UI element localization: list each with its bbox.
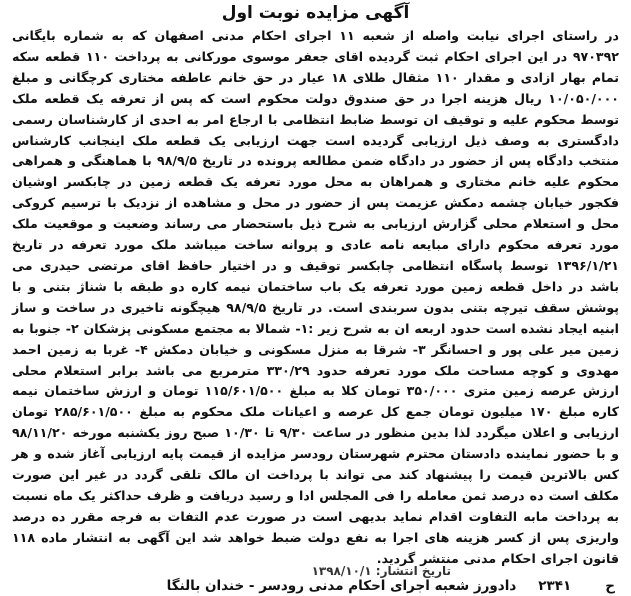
notice-body-paragraph: در راستای اجرای نیابت واصله از شعبه ۱۱ اجرای احکام مدنی اصفهان که به شماره بایگانی ۹۷۰۳۹۲ در این اجرای احکام ثبت گردیده اقای جعفر موسوی مورکانی به پرداخت ۱۱۰ قطعه سکه تمام بهار ازادی و مقدار ۱۱۰ مثقال طلای ۱۸ عیار در حق خانم عاطفه مختاری کرچگانی و مبلغ ۱۰/۰۵۰/۰۰۰ ریال هزینه اجرا در حق صندوق دولت محکوم است که پس از تعرفه یک قطعه ملک توسط محکوم علیه و توقیف ان توسط ضابط انتظامی با ارجاع امر به احدی از کارشناسان رسمی دادگستری به وصف ذیل ارزیابی گردیده است جهت ارزیابی یک قطعه ملک اینجانب کارشناس منتخب دادگاه پس از حضور در دادگاه ضمن مطالعه پرونده در تاریخ ۹۸/۹/۵ با هماهنگی و همراهی محکوم علیه خانم مختاری و همراهان به محل مورد تعرفه یک قطعه زمین در چابکسر اوشیان فکجور خیابان چشمه دمکش عزیمت پس از حضور در محل و مشاهده از نزدیک با ترسیم کروکی محل و استعلام محلی گزارش ارزیابی به شرح ذیل باستحضار می رساند وضعیت و موقعیت ملک مورد تعرفه محکوم دارای مبایعه نامه عادی و پروانه ساخت میباشد ملک مورد تعرفه در تاریخ ۱۳۹۶/۱/۲۱ توسط پاسگاه انتظامی چابکسر توقیف و در اختیار حافظ اقای مرتضی حیدری می باشد در داخل قطعه زمین مورد تعرفه یک باب ساختمان نیمه کاره دو طبقه با شناژ بتنی و با پوشش سقف تیرچه بتنی بدون سربندی است. در تاریخ ۹۸/۹/۵ هیچگونه تاخیری در ساخت و ساز ابنیه ایجاد نشده است حدود اربعه ان به شرح زیر :۱- شمالا به مجتمع مسکونی پزشکان ۲- جنوبا به زمین میر علی پور و احسانگر ۳- شرقا به منزل مسکونی و خیابان دمکش ۴- غربا به زمین احمد مهدوی و کوچه مساحت ملک مورد تعرفه حدود ۳۳۰/۲۹ مترمربع می باشد برابر استعلام محلی ارزش عرصه زمین متری ۳۵۰/۰۰۰ تومان کلا به مبلغ ۱۱۵/۶۰۱/۵۰۰ تومان و ارزش ساختمان نیمه کاره مبلغ ۱۷۰ میلیون تومان جمع کل عرصه و اعیانات ملک محکوم به مبلغ ۲۸۵/۶۰۱/۵۰۰ تومان ارزیابی و اعلان میگردد لذا بدین منظور در ساعت ۹/۳۰ تا ۱۰/۳۰ صبح روز یکشنبه مورخه ۹۸/۱۱/۲۰ و با حضور نماینده دادستان محترم شهرستان رودسر مزایده از قیمت پایه ارزیابی آغاز شده و هر کس بالاترین قیمت را پیشنهاد کند می تواند با پرداخت ان مالک تلقی گردد در غیر این صورت مکلف است ده درصد ثمن معامله را فی المجلس ادا و رسید دریافت و ظرف حداکثر یک ماه نسبت به پرداخت مابه التفاوت اقدام نماید بدیهی است در صورت عدم التفات به فرجه مقرر ده درصد واریزی پس از کسر هزینه های اجرا به نفع دولت ضبط خواهد شد این آگهی به انتشار ماده ۱۱۸ قانون اجرای احکام مدنی منتشر گردید.	[12, 28, 620, 566]
notice-title: آگهی مزایده نوبت اول	[221, 3, 410, 23]
cut-off-publication-line: تاریخ انتشار: ۱۳۹۸/۱۰/۱	[311, 564, 451, 578]
notice-code-label: ح	[605, 577, 615, 594]
notice-footer	[12, 576, 619, 596]
notice-code-number: ۲۳۴۱	[538, 577, 572, 594]
notice-signature: دادورز شعبه اجرای احکام مدنی رودسر - خندان بالنگا	[166, 577, 517, 594]
